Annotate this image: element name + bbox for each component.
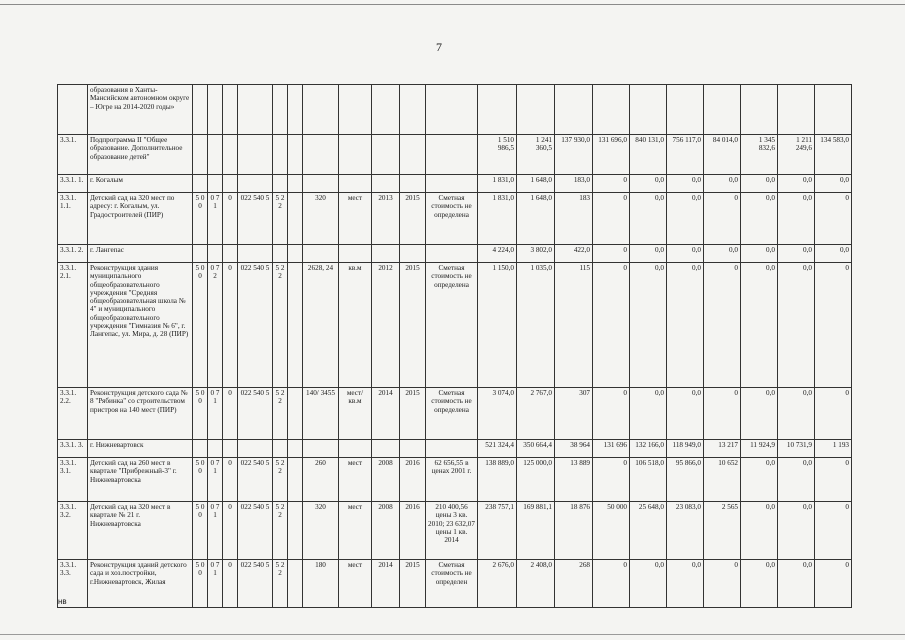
- cell-code-3: 0: [223, 502, 238, 560]
- cell-value-8: 0,0: [741, 193, 778, 245]
- cell-code-2: 0 7 1: [208, 388, 223, 440]
- cell-value-5: 840 131,0: [630, 135, 667, 175]
- cell-value-8: 0,0: [741, 263, 778, 388]
- cell-value-9: 0,0: [778, 458, 815, 502]
- cell-value-4: 0: [593, 388, 630, 440]
- cell-code-4: [238, 245, 273, 263]
- cell-value-6: 756 117,0: [667, 135, 704, 175]
- cell-code-1: [193, 175, 208, 193]
- table-row: [58, 440, 852, 458]
- cell-value-10: 0: [815, 263, 852, 388]
- cell-code-1: 5 0 0: [193, 502, 208, 560]
- cell-code-4: 022 540 5: [238, 193, 273, 245]
- table-row: [58, 388, 852, 440]
- cell-code-4: [238, 85, 273, 135]
- cell-code-4: [238, 440, 273, 458]
- cell-code-2: [208, 245, 223, 263]
- cell-value-6: 0,0: [667, 560, 704, 608]
- table-row: [58, 193, 852, 245]
- cell-start-year: [372, 440, 400, 458]
- cell-value-8: 0,0: [741, 502, 778, 560]
- cell-code-6: [288, 135, 303, 175]
- cell-start-year: [372, 135, 400, 175]
- cell-value-9: 0,0: [778, 388, 815, 440]
- cell-start-year: 2012: [372, 263, 400, 388]
- cell-start-year: [372, 175, 400, 193]
- cell-estimated-cost: [426, 175, 478, 193]
- cell-estimated-cost: 62 656,55 в ценах 2001 г.: [426, 458, 478, 502]
- cell-start-year: [372, 245, 400, 263]
- cell-row-id: 3.3.1. 2.: [58, 245, 88, 263]
- cell-row-name: образования в Ханты-Мансийском автономном округе – Югре на 2014-2020 годы»: [88, 85, 193, 135]
- cell-code-1: [193, 135, 208, 175]
- cell-code-5: 5 2 2: [273, 560, 288, 608]
- cell-value-2: 169 881,1: [517, 502, 555, 560]
- cell-value-2: 2 767,0: [517, 388, 555, 440]
- cell-value-2: 350 664,4: [517, 440, 555, 458]
- cell-value-6: 0,0: [667, 263, 704, 388]
- cell-value-9: 0,0: [778, 193, 815, 245]
- table-row: [58, 135, 852, 175]
- cell-code-2: [208, 440, 223, 458]
- cell-value-7: 0: [704, 263, 741, 388]
- cell-end-year: [400, 245, 426, 263]
- cell-value-1: 2 676,0: [478, 560, 517, 608]
- cell-value-7: 10 652: [704, 458, 741, 502]
- cell-value-3: 422,0: [555, 245, 593, 263]
- cell-start-year: 2014: [372, 388, 400, 440]
- cell-unit: мест: [339, 560, 372, 608]
- cell-value-6: 0,0: [667, 193, 704, 245]
- cell-value-3: 115: [555, 263, 593, 388]
- cell-row-id: 3.3.1. 2.2.: [58, 388, 88, 440]
- cell-value-4: 0: [593, 458, 630, 502]
- cell-value-4: 0: [593, 263, 630, 388]
- cell-value-8: 0,0: [741, 388, 778, 440]
- cell-estimated-cost: Сметная стоимость не определен: [426, 560, 478, 608]
- cell-value-6: 118 949,0: [667, 440, 704, 458]
- table-row: [58, 175, 852, 193]
- cell-estimated-cost: 210 400,56 цены 3 кв. 2010; 23 632,07 цены 1 кв. 2014: [426, 502, 478, 560]
- cell-value-2: 125 000,0: [517, 458, 555, 502]
- cell-unit: мест: [339, 193, 372, 245]
- cell-code-2: [208, 135, 223, 175]
- cell-value-1: 238 757,1: [478, 502, 517, 560]
- cell-code-5: 5 2 2: [273, 193, 288, 245]
- cell-value-9: 0,0: [778, 245, 815, 263]
- cell-code-4: 022 540 5: [238, 458, 273, 502]
- cell-end-year: 2015: [400, 388, 426, 440]
- cell-row-id: 3.3.1. 3.: [58, 440, 88, 458]
- cell-code-1: [193, 440, 208, 458]
- cell-capacity: [303, 440, 339, 458]
- cell-code-2: [208, 175, 223, 193]
- cell-value-7: 0: [704, 560, 741, 608]
- page-number: 7: [436, 40, 442, 54]
- cell-value-6: 0,0: [667, 245, 704, 263]
- cell-value-7: [704, 85, 741, 135]
- cell-end-year: 2016: [400, 502, 426, 560]
- cell-end-year: [400, 175, 426, 193]
- cell-estimated-cost: [426, 135, 478, 175]
- cell-code-2: 0 7 1: [208, 560, 223, 608]
- cell-code-3: [223, 135, 238, 175]
- cell-value-10: 1 193: [815, 440, 852, 458]
- cell-value-10: 0,0: [815, 245, 852, 263]
- cell-code-5: [273, 135, 288, 175]
- cell-value-7: 13 217: [704, 440, 741, 458]
- cell-value-3: 183: [555, 193, 593, 245]
- cell-value-5: 0,0: [630, 245, 667, 263]
- cell-value-1: 1 831,0: [478, 193, 517, 245]
- cell-value-5: 132 166,0: [630, 440, 667, 458]
- cell-estimated-cost: Сметная стоимость не определена: [426, 193, 478, 245]
- table-row: [58, 245, 852, 263]
- cell-unit: [339, 135, 372, 175]
- cell-value-2: 1 241 360,5: [517, 135, 555, 175]
- cell-row-id: 3.3.1. 3.2.: [58, 502, 88, 560]
- cell-row-id: 3.3.1.: [58, 135, 88, 175]
- table-row: [58, 263, 852, 388]
- cell-unit: [339, 85, 372, 135]
- cell-start-year: 2008: [372, 502, 400, 560]
- cell-code-3: [223, 440, 238, 458]
- cell-value-4: 0: [593, 560, 630, 608]
- cell-capacity: [303, 85, 339, 135]
- cell-value-7: 84 014,0: [704, 135, 741, 175]
- cell-code-6: [288, 560, 303, 608]
- cell-value-4: 0: [593, 175, 630, 193]
- cell-code-4: 022 540 5: [238, 388, 273, 440]
- cell-value-9: [778, 85, 815, 135]
- cell-code-2: 0 7 1: [208, 458, 223, 502]
- cell-value-9: 1 211 249,6: [778, 135, 815, 175]
- cell-start-year: 2013: [372, 193, 400, 245]
- cell-code-5: [273, 440, 288, 458]
- cell-code-3: 0: [223, 263, 238, 388]
- table-row: [58, 560, 852, 608]
- cell-value-8: 0,0: [741, 458, 778, 502]
- cell-row-id: 3.3.1. 1.: [58, 175, 88, 193]
- cell-estimated-cost: Сметная стоимость не определена: [426, 388, 478, 440]
- cell-value-5: 25 648,0: [630, 502, 667, 560]
- cell-row-name: Реконструкция здания муниципального общеобразовательного учреждения "Средняя общеобразовательная школа № 4" и муниципального общеобразовательного учреждения "Гимназия № 6", г. Лангепас, ул. Мира, д. 28 (ПИР): [88, 263, 193, 388]
- cell-value-3: 307: [555, 388, 593, 440]
- cell-code-4: 022 540 5: [238, 502, 273, 560]
- cell-capacity: 180: [303, 560, 339, 608]
- cell-value-1: 138 889,0: [478, 458, 517, 502]
- cell-end-year: 2016: [400, 458, 426, 502]
- cell-value-1: [478, 85, 517, 135]
- cell-unit: [339, 440, 372, 458]
- table-row: [58, 85, 852, 135]
- cell-value-4: 0: [593, 193, 630, 245]
- cell-row-name: Подпрограмма II "Общее образование. Дополнительное образование детей": [88, 135, 193, 175]
- cell-end-year: 2015: [400, 560, 426, 608]
- cell-code-5: [273, 245, 288, 263]
- cell-value-6: 0,0: [667, 175, 704, 193]
- scan-bottom-border: [0, 634, 905, 635]
- cell-code-3: [223, 85, 238, 135]
- cell-estimated-cost: [426, 245, 478, 263]
- cell-value-10: 0: [815, 388, 852, 440]
- cell-code-6: [288, 440, 303, 458]
- cell-row-id: 3.3.1. 2.1.: [58, 263, 88, 388]
- cell-code-1: 5 0 0: [193, 193, 208, 245]
- cell-value-7: 2 565: [704, 502, 741, 560]
- cell-row-name: Детский сад на 320 мест по адресу: г. Когалым, ул. Градостроителей (ПИР): [88, 193, 193, 245]
- cell-code-4: 022 540 5: [238, 263, 273, 388]
- cell-value-7: 0: [704, 193, 741, 245]
- cell-code-6: [288, 458, 303, 502]
- cell-value-3: 137 930,0: [555, 135, 593, 175]
- cell-value-5: 0,0: [630, 560, 667, 608]
- cell-code-3: [223, 175, 238, 193]
- cell-value-6: 23 083,0: [667, 502, 704, 560]
- cell-value-2: 1 035,0: [517, 263, 555, 388]
- cell-value-8: 1 345 832,6: [741, 135, 778, 175]
- cell-capacity: 320: [303, 502, 339, 560]
- cell-value-9: 0,0: [778, 560, 815, 608]
- cell-capacity: [303, 135, 339, 175]
- cell-capacity: [303, 245, 339, 263]
- cell-code-3: 0: [223, 193, 238, 245]
- cell-value-7: 0,0: [704, 175, 741, 193]
- cell-value-4: 50 000: [593, 502, 630, 560]
- cell-capacity: 2628, 24: [303, 263, 339, 388]
- cell-unit: мест: [339, 458, 372, 502]
- cell-code-3: 0: [223, 560, 238, 608]
- cell-code-6: [288, 502, 303, 560]
- table-body: [58, 85, 852, 608]
- cell-code-6: [288, 388, 303, 440]
- cell-value-8: 0,0: [741, 175, 778, 193]
- cell-start-year: [372, 85, 400, 135]
- cell-row-name: г. Нижневартовск: [88, 440, 193, 458]
- cell-estimated-cost: [426, 85, 478, 135]
- cell-code-3: [223, 245, 238, 263]
- cell-value-8: 0,0: [741, 560, 778, 608]
- table-row: [58, 502, 852, 560]
- cell-value-4: 131 696: [593, 440, 630, 458]
- cell-row-id: 3.3.1. 3.3.: [58, 560, 88, 608]
- cell-value-9: 0,0: [778, 263, 815, 388]
- cell-value-10: 0: [815, 560, 852, 608]
- cell-value-10: 0: [815, 502, 852, 560]
- cell-value-10: 0,0: [815, 175, 852, 193]
- cell-row-name: Детский сад на 320 мест в квартале № 21 г. Нижневартовска: [88, 502, 193, 560]
- cell-code-2: 0 7 1: [208, 193, 223, 245]
- cell-value-6: 0,0: [667, 388, 704, 440]
- cell-capacity: 320: [303, 193, 339, 245]
- cell-row-id: 3.3.1. 1.1.: [58, 193, 88, 245]
- cell-unit: мест: [339, 502, 372, 560]
- table-row: [58, 458, 852, 502]
- cell-value-2: 1 648,0: [517, 193, 555, 245]
- cell-code-1: [193, 85, 208, 135]
- cell-value-3: 183,0: [555, 175, 593, 193]
- cell-value-10: 0: [815, 193, 852, 245]
- cell-code-4: [238, 135, 273, 175]
- cell-value-2: 2 408,0: [517, 560, 555, 608]
- cell-capacity: [303, 175, 339, 193]
- cell-code-6: [288, 263, 303, 388]
- cell-value-8: 0,0: [741, 245, 778, 263]
- cell-value-4: 131 696,0: [593, 135, 630, 175]
- cell-value-3: 268: [555, 560, 593, 608]
- cell-code-6: [288, 85, 303, 135]
- cell-row-name: г. Когалым: [88, 175, 193, 193]
- cell-value-6: [667, 85, 704, 135]
- cell-value-9: 0,0: [778, 502, 815, 560]
- cell-capacity: 140/ 3455: [303, 388, 339, 440]
- cell-estimated-cost: Сметная стоимость не определена: [426, 263, 478, 388]
- cell-start-year: 2008: [372, 458, 400, 502]
- cell-value-1: 3 074,0: [478, 388, 517, 440]
- cell-value-4: [593, 85, 630, 135]
- cell-value-9: 0,0: [778, 175, 815, 193]
- cell-value-2: 3 802,0: [517, 245, 555, 263]
- scan-top-border: [0, 4, 905, 5]
- cell-code-1: 5 0 0: [193, 560, 208, 608]
- cell-end-year: [400, 440, 426, 458]
- cell-value-6: 95 866,0: [667, 458, 704, 502]
- cell-code-3: 0: [223, 388, 238, 440]
- cell-code-4: [238, 175, 273, 193]
- cell-row-name: Реконструкция детского сада № 8 "Рябинка" со строительством пристроя на 140 мест (ПИР): [88, 388, 193, 440]
- cell-code-1: [193, 245, 208, 263]
- cell-value-4: 0: [593, 245, 630, 263]
- cell-value-3: [555, 85, 593, 135]
- cell-value-5: 0,0: [630, 175, 667, 193]
- cell-code-2: 0 7 2: [208, 263, 223, 388]
- cell-unit: мест/ кв.м: [339, 388, 372, 440]
- cell-value-2: [517, 85, 555, 135]
- budget-table: [57, 84, 852, 608]
- cell-value-10: [815, 85, 852, 135]
- cell-code-6: [288, 245, 303, 263]
- cell-value-1: 1 150,0: [478, 263, 517, 388]
- cell-value-1: 1 510 986,5: [478, 135, 517, 175]
- cell-value-5: 0,0: [630, 263, 667, 388]
- cell-row-name: Реконструкция зданий детского сада и хоз.постройки, г.Нижневартовск, Жилая: [88, 560, 193, 608]
- cell-value-3: 18 876: [555, 502, 593, 560]
- cell-code-6: [288, 175, 303, 193]
- cell-value-5: 0,0: [630, 193, 667, 245]
- cell-value-1: 4 224,0: [478, 245, 517, 263]
- cell-value-8: [741, 85, 778, 135]
- cell-code-4: 022 540 5: [238, 560, 273, 608]
- cell-value-3: 13 889: [555, 458, 593, 502]
- cell-end-year: [400, 135, 426, 175]
- cell-value-3: 38 964: [555, 440, 593, 458]
- cell-value-5: 106 518,0: [630, 458, 667, 502]
- cell-value-7: 0,0: [704, 245, 741, 263]
- cell-code-1: 5 0 0: [193, 458, 208, 502]
- cell-row-name: Детский сад на 260 мест в квартале "Прибрежный-3" г. Нижневартовска: [88, 458, 193, 502]
- cell-unit: кв.м: [339, 263, 372, 388]
- cell-value-2: 1 648,0: [517, 175, 555, 193]
- cell-code-1: 5 0 0: [193, 388, 208, 440]
- cell-value-1: 521 324,4: [478, 440, 517, 458]
- cell-value-10: 134 583,0: [815, 135, 852, 175]
- footer-mark: нв: [58, 597, 67, 606]
- cell-estimated-cost: [426, 440, 478, 458]
- cell-value-8: 11 924,9: [741, 440, 778, 458]
- cell-unit: [339, 175, 372, 193]
- cell-start-year: 2014: [372, 560, 400, 608]
- cell-code-5: 5 2 2: [273, 388, 288, 440]
- cell-value-1: 1 831,0: [478, 175, 517, 193]
- cell-value-5: 0,0: [630, 388, 667, 440]
- cell-end-year: 2015: [400, 193, 426, 245]
- cell-code-5: 5 2 2: [273, 263, 288, 388]
- cell-code-5: [273, 85, 288, 135]
- cell-row-id: [58, 85, 88, 135]
- cell-code-5: 5 2 2: [273, 502, 288, 560]
- cell-value-5: [630, 85, 667, 135]
- cell-code-2: [208, 85, 223, 135]
- cell-code-1: 5 0 0: [193, 263, 208, 388]
- cell-code-3: 0: [223, 458, 238, 502]
- cell-end-year: [400, 85, 426, 135]
- cell-row-id: 3.3.1. 3.1.: [58, 458, 88, 502]
- cell-code-2: 0 7 1: [208, 502, 223, 560]
- cell-unit: [339, 245, 372, 263]
- cell-end-year: 2015: [400, 263, 426, 388]
- cell-value-9: 10 731,9: [778, 440, 815, 458]
- cell-code-5: 5 2 2: [273, 458, 288, 502]
- cell-code-6: [288, 193, 303, 245]
- cell-code-5: [273, 175, 288, 193]
- cell-value-7: 0: [704, 388, 741, 440]
- cell-row-name: г. Лангепас: [88, 245, 193, 263]
- cell-value-10: 0: [815, 458, 852, 502]
- cell-capacity: 260: [303, 458, 339, 502]
